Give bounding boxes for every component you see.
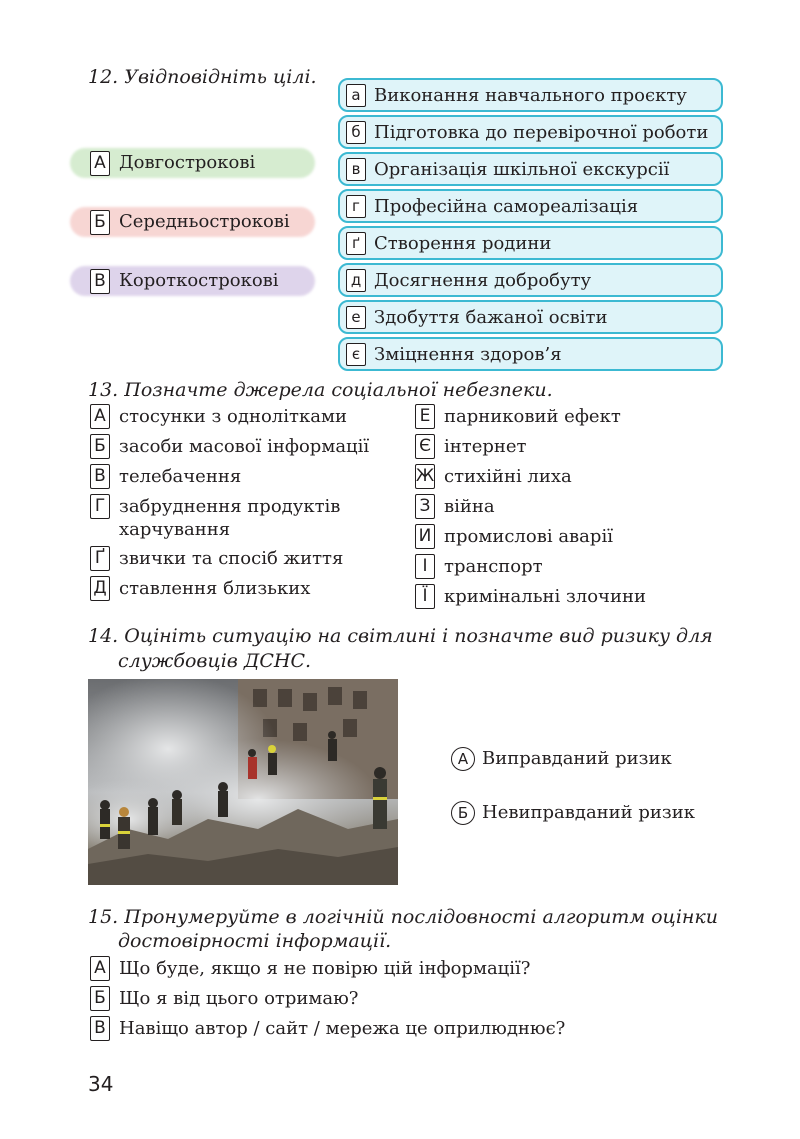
source-v-checkbox[interactable]: В [90,464,110,489]
source-gg-checkbox[interactable]: Ґ [90,546,110,571]
task-13-title: 13. Позначте джерела соціальної небезпеки. [88,379,553,401]
source-v-label: телебачення [119,466,242,487]
goal-v-label: Організація шкільної екскурсії [374,159,670,180]
goal-gg-label: Створення родини [374,233,552,254]
step-v-numberbox[interactable]: В [90,1016,110,1041]
category-b-label: Середньострокові [119,211,290,232]
source-zh-label: стихійні лиха [444,466,572,487]
goal-g-letter: г [346,195,366,218]
risk-b-label: Невиправданий ризик [482,802,695,823]
goal-ye[interactable] [338,337,723,371]
source-e-label: парниковий ефект [444,406,621,427]
task-15-title-line2: достовірності інформації. [118,930,392,952]
source-z-checkbox[interactable]: З [415,494,435,519]
goal-e-label: Здобуття бажаної освіти [374,307,608,328]
goal-e[interactable] [338,300,723,334]
risk-a-label: Виправданий ризик [482,748,672,769]
source-yi-label: кримінальні злочини [444,586,646,607]
source-a-checkbox[interactable]: А [90,404,110,429]
source-i-checkbox[interactable]: І [415,554,435,579]
source-gg-label: звички та спосіб життя [119,548,344,569]
goal-b-label: Підготовка до перевірочної роботи [374,122,709,143]
source-a-label: стосунки з однолітками [119,406,347,427]
goal-v-letter: в [346,158,366,181]
source-g-checkbox[interactable]: Г [90,494,110,519]
goal-gg[interactable] [338,226,723,260]
goal-g[interactable] [338,189,723,223]
category-a-letter: А [90,151,110,176]
task-14-title-line2: службовців ДСНС. [118,650,312,672]
rescue-photo-illustration [88,679,398,885]
source-e-checkbox[interactable]: Е [415,404,435,429]
source-ye-checkbox[interactable]: Є [415,434,435,459]
source-b-checkbox[interactable]: Б [90,434,110,459]
goal-d-label: Досягнення добробуту [374,270,592,291]
source-zh-checkbox[interactable]: Ж [415,464,435,489]
goal-d[interactable] [338,263,723,297]
goal-a-letter: а [346,84,366,107]
task-12-title: 12. Увідповідніть цілі. [88,66,317,88]
step-b-label: Що я від цього отримаю? [119,988,359,1009]
goal-ye-letter: є [346,343,366,366]
category-b-letter: Б [90,210,110,235]
task-14-title-line1: 14. Оцініть ситуацію на світлині і позначте вид ризику для [88,625,713,647]
page-number: 34 [88,1072,114,1096]
goal-v[interactable] [338,152,723,186]
category-a-label: Довгострокові [119,152,256,173]
source-yi-checkbox[interactable]: Ї [415,584,435,609]
step-a-label: Що буде, якщо я не повірю цій інформації? [119,958,531,979]
source-y-checkbox[interactable]: И [415,524,435,549]
source-b-label: засоби масової інформації [119,436,370,457]
source-z-label: війна [444,496,495,517]
source-ye-label: інтернет [444,436,527,457]
risk-a-radio[interactable]: А [451,747,475,771]
source-g-label-cont: харчування [119,519,231,540]
risk-b-radio[interactable]: Б [451,801,475,825]
source-d-label: ставлення близьких [119,578,311,599]
goal-d-letter: д [346,269,366,292]
goal-b[interactable] [338,115,723,149]
step-b-numberbox[interactable]: Б [90,986,110,1011]
step-v-label: Навіщо автор / сайт / мережа це оприлюднює? [119,1018,566,1039]
source-g-label: забруднення продуктів [119,496,341,517]
goal-a-label: Виконання навчального проєкту [374,85,687,106]
category-v-label: Короткострокові [119,270,279,291]
step-a-numberbox[interactable]: А [90,956,110,981]
goal-g-label: Професійна самореалізація [374,196,639,217]
rescue-photo [88,679,398,885]
source-d-checkbox[interactable]: Д [90,576,110,601]
goal-a[interactable] [338,78,723,112]
goal-e-letter: е [346,306,366,329]
source-y-label: промислові аварії [444,526,613,547]
goal-b-letter: б [346,121,366,144]
category-v-letter: В [90,269,110,294]
source-i-label: транспорт [444,556,543,577]
task-15-title-line1: 15. Пронумеруйте в логічній послідовності алгоритм оцінки [88,906,718,928]
goal-ye-label: Зміцнення здоров’я [374,344,562,365]
goal-gg-letter: ґ [346,232,366,255]
